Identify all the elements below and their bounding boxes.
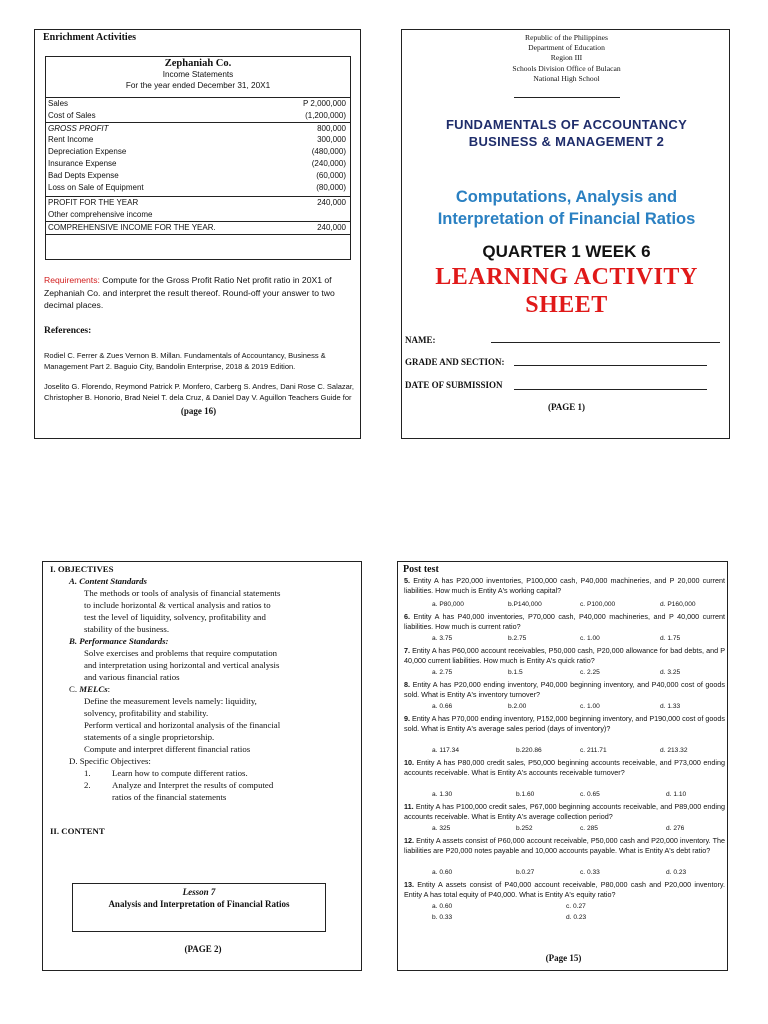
objective-1-number: 1.	[84, 768, 91, 778]
choice: d. P160,000	[660, 601, 696, 608]
statement-row: PROFIT FOR THE YEAR 240,000	[46, 196, 350, 209]
question-12: 12. Entity A assets consist of P60,000 account receivable, P50,000 cash and P20,000 inventory. The liabilities are P20,000 notes payable and 10,000 accounts payable. What is Entity A's debt ratio?	[404, 836, 725, 856]
learning-activity-sheet-title: LEARNING ACTIVITY SHEET	[435, 264, 698, 318]
choice: c. 285	[580, 825, 598, 832]
enrichment-heading: Enrichment Activities	[43, 32, 137, 43]
page-number: (PAGE 1)	[547, 402, 586, 412]
choice: d. 213.32	[660, 747, 688, 754]
quarter-week: QUARTER 1 WEEK 6	[482, 242, 651, 261]
choice: c. 211.71	[580, 747, 607, 754]
choice: d. 0.23	[566, 914, 587, 921]
melcs-text: Define the measurement levels namely: liquidity, solvency, profitability and stability. Perform vertical and horizontal analysis of the financial statements of a single proprietorship. Compute and interpret different financial ratios	[84, 696, 281, 754]
choice: a. 0.60	[432, 869, 453, 876]
choice: a. 1.30	[432, 791, 453, 798]
statement-row: Cost of Sales (1,200,000)	[48, 110, 346, 120]
date-submission-label: DATE OF SUBMISSION	[405, 380, 503, 390]
statement-row: Insurance Expense (240,000)	[48, 158, 346, 168]
choice: d. 3.25	[660, 669, 681, 676]
page-number: (Page 15)	[545, 953, 582, 963]
choice: c. 0.33	[580, 869, 600, 876]
references-heading: References:	[44, 326, 92, 336]
choice: a. 325	[432, 825, 451, 832]
choice: b. 0.33	[432, 914, 453, 921]
post-test-panel	[397, 561, 728, 971]
statement-row: COMPREHENSIVE INCOME FOR THE YEAR. 240,000	[46, 221, 350, 235]
choice: c. 2.25	[580, 669, 600, 676]
grade-section-field[interactable]	[514, 365, 707, 366]
content-heading: II. CONTENT	[50, 826, 105, 836]
choice: b.1.5	[508, 669, 523, 676]
choice: a. P80,000	[432, 601, 464, 608]
name-label: NAME:	[405, 335, 436, 345]
company-name: Zephaniah Co.	[164, 58, 232, 69]
choice: d. 1.75	[660, 635, 681, 642]
content-standards-text: The methods or tools of analysis of financial statements to include horizontal & vertical analysis and ratios to test the level of liquidity, solvency, profitability and stability of the business.	[84, 588, 281, 634]
reference-1: Rodiel C. Ferrer & Zues Vernon B. Millan. Fundamentals of Accountancy, Business & Management Part 2. Baguio City, Bandolin Enterprise, 2018 & 2019 Edition.	[44, 351, 326, 371]
statement-rows	[46, 97, 350, 235]
question-6: 6. Entity A has P40,000 inventories, P70,000 cash, P40,000 machineries, and P 40,000 current liabilities. How much is current ratio?	[404, 612, 725, 632]
topic-title: Computations, Analysis and Interpretation of Financial Ratios	[437, 188, 696, 228]
question-9: 9. Entity A has P70,000 ending inventory, P152,000 beginning inventory, and P190,000 cost of goods sold. What is Entity A's average sales period (days of inventory)?	[404, 714, 725, 734]
choice: b.1.60	[516, 791, 535, 798]
date-submission-field[interactable]	[514, 389, 707, 390]
melcs-heading: C. MELCs:	[69, 684, 111, 694]
choice: b.P140,000	[508, 601, 542, 608]
statement-row: Depreciation Expense (480,000)	[48, 147, 346, 157]
page-number: (page 16)	[180, 406, 217, 416]
page-number: (PAGE 2)	[184, 944, 222, 954]
requirements-text: Requirements: Compute for the Gross Profit Ratio Net profit ratio in 20X1 of Zephaniah Co. and interpret the result thereof. Round-off your answer to two decimal places.	[44, 275, 335, 310]
choice: a. 3.75	[432, 635, 453, 642]
objective-1-text: Learn how to compute different ratios.	[112, 768, 248, 778]
choice: c. 0.65	[580, 791, 600, 798]
question-10: 10. Entity A has P80,000 credit sales, P50,000 beginning accounts receivable, and P73,000 ending accounts receivable. What is Entity A's accounts receivable turnover?	[404, 758, 725, 778]
question-13: 13. Entity A assets consist of P40,000 account receivable, P80,000 cash and P20,000 inventory. Entity A has total equity of P40,000. What is Entity A's equity ratio?	[404, 880, 725, 900]
content-standards-heading: A. Content Standards	[69, 576, 147, 586]
post-test-heading: Post test	[403, 564, 439, 575]
choice: b.220.86	[516, 747, 542, 754]
statement-row: Sales P 2,000,000	[48, 99, 346, 108]
statement-row: GROSS PROFIT 800,000	[46, 122, 350, 135]
question-5: 5. Entity A has P20,000 inventories, P100,000 cash, P40,000 machineries, and P 20,000 current liabilities. How much is Entity A's working capital?	[404, 576, 725, 596]
objective-2-text: Analyze and Interpret the results of computed ratios of the financial statements	[112, 780, 274, 802]
choice: a. 2.75	[432, 669, 453, 676]
choice: c. 0.27	[566, 903, 586, 910]
cover-page-panel	[401, 29, 730, 439]
choice: b.2.00	[508, 703, 527, 710]
page-16-panel	[34, 29, 361, 439]
choice: c. 1.00	[580, 635, 600, 642]
choice: d. 1.33	[660, 703, 681, 710]
question-7: 7. Entity A has P60,000 account receivables, P50,000 cash, P20,000 allowance for bad debts, and P 40,000 current liabilities. How much is Entity A's quick ratio?	[404, 646, 725, 666]
specific-objectives-heading: D. Specific Objectives:	[69, 756, 151, 766]
objective-2-number: 2.	[84, 780, 91, 790]
choice: c. P100,000	[580, 601, 616, 608]
choice: c. 1.00	[580, 703, 600, 710]
choice: b.0.27	[516, 869, 535, 876]
choice: b.2.75	[508, 635, 527, 642]
performance-standards-text: Solve exercises and problems that require computation and interpretation using horizontal and vertical analysis and various financial ratios	[84, 648, 280, 682]
statement-row: Rent Income 300,000	[48, 135, 346, 145]
statement-period: For the year ended December 31, 20X1	[125, 81, 271, 90]
grade-section-label: GRADE AND SECTION:	[405, 357, 505, 367]
choice: d. 276	[666, 825, 685, 832]
objectives-heading: I. OBJECTIVES	[50, 564, 114, 574]
income-statement-box	[45, 56, 351, 260]
subject-title: FUNDAMENTALS OF ACCOUNTANCY BUSINESS & MANAGEMENT 2	[445, 117, 688, 149]
choice: d. 0.23	[666, 869, 687, 876]
statement-row: Loss on Sale of Equipment (80,000)	[48, 182, 346, 192]
lesson-number: Lesson 7	[182, 887, 216, 897]
choice: a. 0.60	[432, 903, 453, 910]
question-11: 11. Entity A has P100,000 credit sales, P67,000 beginning accounts receivable, and P89,000 ending accounts receivable. What is Entity A's average collection period?	[404, 802, 725, 822]
deped-header: Republic of the Philippines Department of Education Region III Schools Division Office of Bulacan National High School	[512, 33, 621, 83]
choice: d. 1.10	[666, 791, 687, 798]
choice: a. 117.34	[432, 747, 460, 754]
statement-row: Other comprehensive income	[48, 210, 153, 220]
performance-standards-heading: B. Performance Standards:	[69, 636, 169, 646]
question-8: 8. Entity A has P20,000 ending inventory, P40,000 beginning inventory, and P40,000 cost of goods sold. What is Entity A's inventory turnover?	[404, 680, 726, 700]
reference-2: Joselito G. Florendo, Reymond Patrick P. Monfero, Carberg S. Andres, Dani Rose C. Salazar, Christopher B. Honorio, Brad Neiel T. dela Cruz, & Daniel Day V. Aguillon Teachers Guide for	[44, 382, 354, 402]
lesson-box	[72, 883, 326, 932]
name-field[interactable]	[491, 342, 720, 343]
choice: b.252	[516, 825, 533, 832]
page-2-panel	[42, 561, 362, 971]
statement-title: Income Statements	[162, 70, 234, 79]
choice: a. 0.66	[432, 703, 453, 710]
header-divider	[514, 97, 620, 98]
lesson-title: Analysis and Interpretation of Financial Ratios	[108, 899, 290, 909]
statement-row: Bad Depts Expense (60,000)	[48, 170, 346, 180]
